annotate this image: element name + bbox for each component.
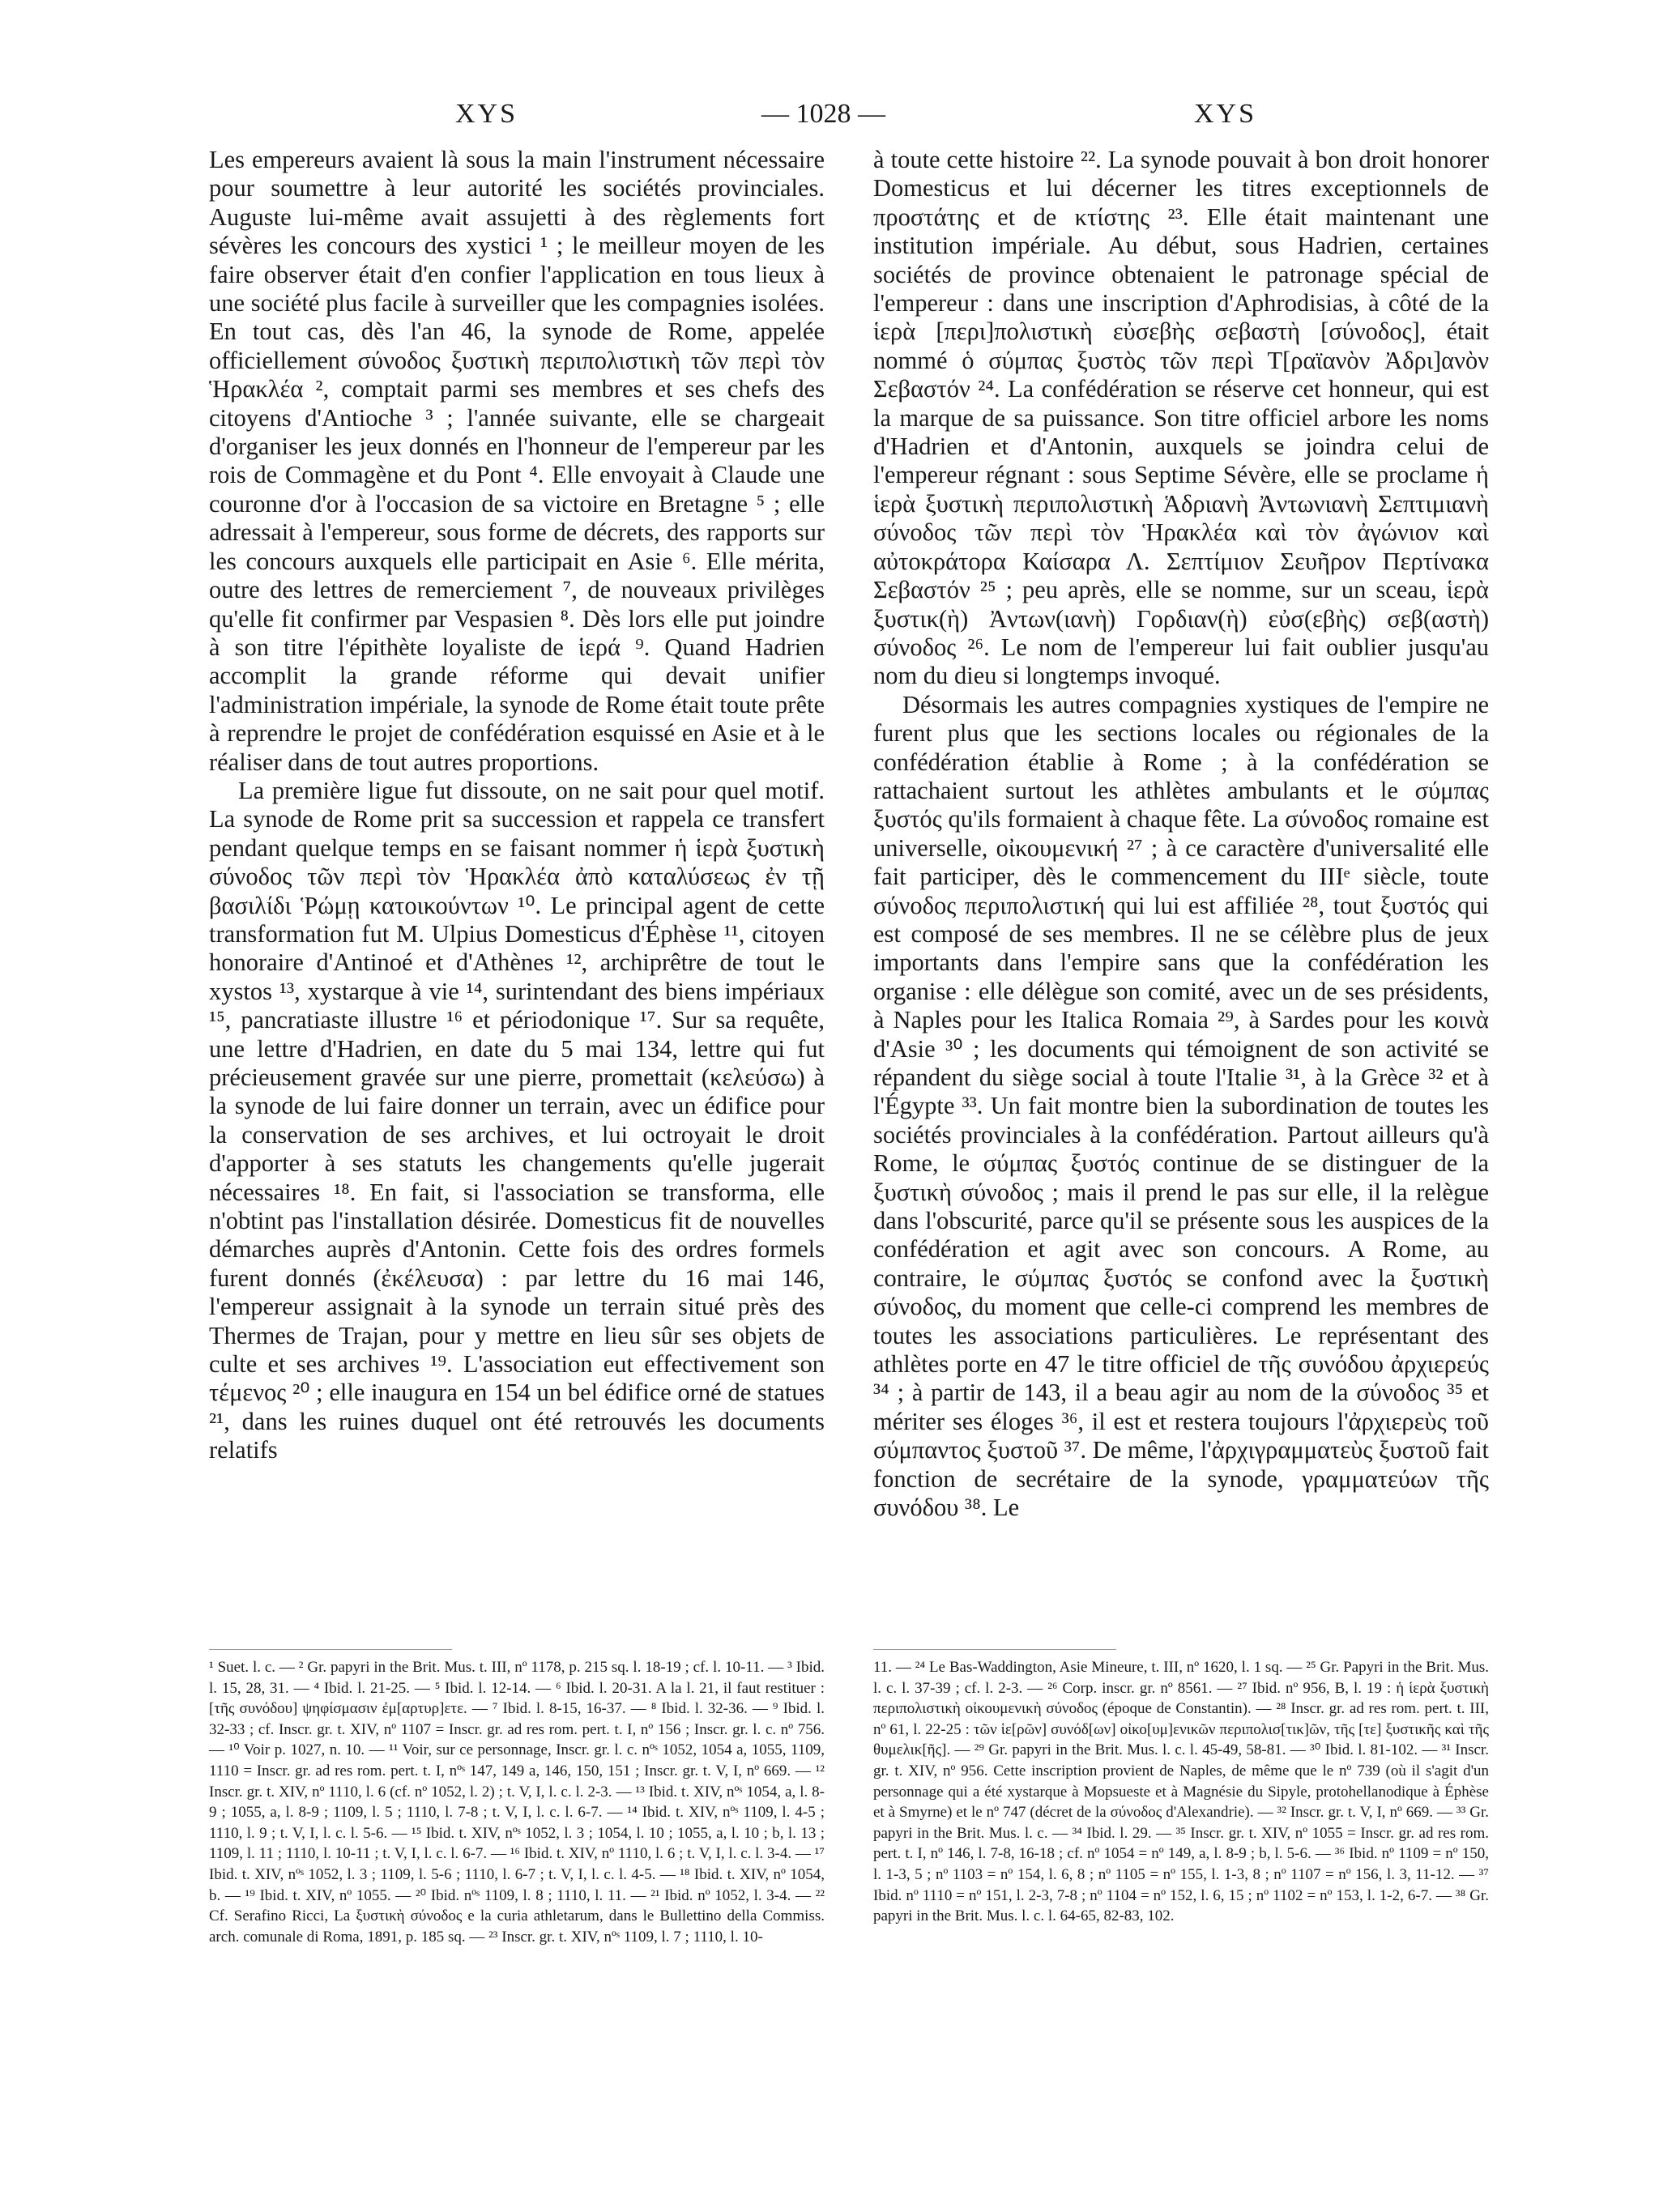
body-column-right <box>873 146 1489 1523</box>
footnotes-column-right <box>873 1657 1489 1927</box>
body-column-left <box>209 146 825 1465</box>
footnotes-column-left <box>209 1657 825 1947</box>
footnote-rule-left <box>209 1649 452 1650</box>
running-head-left: XYS <box>455 99 518 129</box>
body-paragraph: Les empereurs avaient là sous la main l'instrument nécessaire pour soumettre à leur autorité les sociétés provinciales. Auguste lui-même avait assujetti à des règlements fort sévères les concours des xystici ¹ ; le meilleur moyen de les faire observer était d'en confier l'application en tous lieux à une société plus facile à surveiller que les compagnies isolées. En tout cas, dès l'an 46, la synode de Rome, appelée officiellement σύνοδος ξυστικὴ περιπολιστικὴ τῶν περὶ τὸν Ἡρακλέα ², comptait parmi ses membres et ses chefs des citoyens d'Antioche ³ ; l'année suivante, elle se chargeait d'organiser les jeux donnés en l'honneur de l'empereur par les rois de Commagène et du Pont ⁴. Elle envoyait à Claude une couronne d'or à l'occasion de sa victoire en Bretagne ⁵ ; elle adressait à l'empereur, sous forme de décrets, des rapports sur les concours auxquels elle participait en Asie ⁶. Elle mérita, outre des lettres de remerciement ⁷, de nouveaux privilèges qu'elle fit confirmer par Vespasien ⁸. Dès lors elle put joindre à son titre l'épithète loyaliste de ἱερά ⁹. Quand Hadrien accomplit la grande réforme qui devait unifier l'administration impériale, la synode de Rome était toute prête à reprendre le projet de confédération esquissé en Asie et à le réaliser dans de tout autres proportions. <box>209 146 825 776</box>
footnotes-text: ¹ Suet. l. c. — ² Gr. papyri in the Brit. Mus. t. III, nº 1178, p. 215 sq. l. 18-19 ; cf. l. 10-11. — ³ Ibid. l. 15, 28, 31. — ⁴ Ibid. l. 21-25. — ⁵ Ibid. l. 12-14. — ⁶ Ibid. l. 20-31. A la l. 21, il faut restituer : [τῆς συνόδου] ψηφίσμασιν ἐμ[αρτυρ]ετε. — ⁷ Ibid. l. 8-15, 16-37. — ⁸ Ibid. l. 32-36. — ⁹ Ibid. l. 32-33 ; cf. Inscr. gr. t. XIV, nº 1107 = Inscr. gr. ad res rom. pert. t. I, nº 156 ; Inscr. gr. l. c. nº 756. — ¹⁰ Voir p. 1027, n. 10. — ¹¹ Voir, sur ce personnage, Inscr. gr. l. c. nºˢ 1052, 1054 a, 1055, 1109, 1110 = Inscr. gr. ad res rom. pert. t. I, nºˢ 147, 149 a, 146, 150, 151 ; Inscr. gr. t. V, I, nº 669. — ¹² Inscr. gr. t. XIV, nº 1110, l. 6 (cf. nº 1052, l. 2) ; t. V, I, l. c. l. 2-3. — ¹³ Ibid. t. XIV, nºˢ 1054, a, l. 8-9 ; 1055, a, l. 8-9 ; 1109, l. 5 ; 1110, l. 7-8 ; t. V, I, l. c. l. 6-7. — ¹⁴ Ibid. t. XIV, nºˢ 1109, l. 4-5 ; 1110, l. 9 ; t. V, I, l. c. l. 5-6. — ¹⁵ Ibid. t. XIV, nºˢ 1052, l. 3 ; 1054, l. 10 ; 1055, a, l. 10 ; b, l. 13 ; 1109, l. 11 ; 1110, l. 10-11 ; t. V, I, l. c. l. 6-7. — ¹⁶ Ibid. t. XIV, nº 1110, l. 6 ; t. V, I, l. c. l. 3-4. — ¹⁷ Ibid. t. XIV, nºˢ 1052, l. 3 ; 1109, l. 5-6 ; 1110, l. 6-7 ; t. V, I, l. c. l. 4-5. — ¹⁸ Ibid. t. XIV, nº 1054, b. — ¹⁹ Ibid. t. XIV, nº 1055. — ²⁰ Ibid. nºˢ 1109, l. 8 ; 1110, l. 11. — ²¹ Ibid. nº 1052, l. 3-4. — ²² Cf. Serafino Ricci, La ξυστικὴ σύνοδος e la curia athletarum, dans le Bullettino della Commiss. arch. comunale di Roma, 1891, p. 185 sq. — ²³ Inscr. gr. t. XIV, nºˢ 1109, l. 7 ; 1110, l. 10- <box>209 1659 825 1946</box>
running-head-right: XYS <box>1194 99 1257 129</box>
body-paragraph: Désormais les autres compagnies xystiques de l'empire ne furent plus que les sections locales ou régionales de la confédération établie à Rome ; à la confédération se rattachaient surtout les athlètes ambulants et le σύμπας ξυστός qu'ils formaient à chaque fête. La σύνοδος romaine est universelle, οἰκουμενική ²⁷ ; à ce caractère d'universalité elle fait participer, dès le commencement du IIIᵉ siècle, toute σύνοδος περιπολιστική qui lui est affiliée ²⁸, tout ξυστός qui est composé de ses membres. Il ne se célèbre plus de jeux importants dans l'empire sans que la confédération les organise : elle délègue son comité, avec un de ses présidents, à Naples pour les Italica Romaia ²⁹, à Sardes pour les κοινὰ d'Asie ³⁰ ; les documents qui témoignent de son activité se répandent du siège social à toute l'Italie ³¹, à la Grèce ³² et à l'Égypte ³³. Un fait montre bien la subordination de toutes les sociétés provinciales à la confédération. Partout ailleurs qu'à Rome, le σύμπας ξυστός continue de se distinguer de la ξυστικὴ σύνοδος ; mais il prend le pas sur elle, il la relègue dans l'obscurité, parce qu'il se présente sous les auspices de la confédération et agit avec son concours. A Rome, au contraire, le σύμπας ξυστός se confond avec la ξυστικὴ σύνοδος, du moment que celle-ci comprend les membres de toutes les associations particulières. Le représentant des athlètes porte en 47 le titre officiel de τῆς συνόδου ἀρχιερεύς ³⁴ ; à partir de 143, il a beau agir au nom de la σύνοδος ³⁵ et mériter ses éloges ³⁶, il est et restera toujours l'ἀρχιερεὺς τοῦ σύμπαντος ξυστοῦ ³⁷. De même, l'ἀρχιγραμματεὺς ξυστοῦ fait fonction de secrétaire de la synode, γραμματεύων τῆς συνόδου ³⁸. Le <box>873 690 1489 1522</box>
footnotes-text: 11. — ²⁴ Le Bas-Waddington, Asie Mineure, t. III, nº 1620, l. 1 sq. — ²⁵ Gr. Papyri in the Brit. Mus. l. c. l. 37-39 ; cf. l. 2-3. — ²⁶ Corp. inscr. gr. nº 8561. — ²⁷ Ibid. nº 956, B, l. 19 : ἡ ἱερὰ ξυστικὴ περιπολιστικὴ οἰκουμενικὴ σύνοδος (époque de Constantin). — ²⁸ Inscr. gr. ad res rom. pert. t. III, nº 61, l. 22-25 : τῶν ἱε[ρῶν] συνόδ[ων] οἰκο[υμ]ενικῶν περιπολισ[τικ]ῶν, τῆς [τε] ξυστικῆς καὶ τῆς θυμελικ[ῆς]. — ²⁹ Gr. papyri in the Brit. Mus. l. c. l. 45-49, 58-81. — ³⁰ Ibid. l. 81-102. — ³¹ Inscr. gr. t. XIV, nº 956. Cette inscription provient de Naples, de même que le nº 739 (où il s'agit d'un personnage qui a été xystarque à Mopsueste et à Magnésie du Sipyle, protohellanodique à Éphèse et à Smyrne) et le nº 747 (décret de la σύνοδος d'Alexandrie). — ³² Inscr. gr. t. V, I, nº 669. — ³³ Gr. papyri in the Brit. Mus. l. c. — ³⁴ Ibid. l. 29. — ³⁵ Inscr. gr. t. XIV, nº 1055 = Inscr. gr. ad res rom. pert. t. I, nº 146, l. 7-8, 16-18 ; cf. nº 1054 = nº 149, a, l. 8-9 ; b, l. 5-6. — ³⁶ Ibid. nº 1109 = nº 150, l. 1-3, 5 ; nº 1103 = nº 154, l. 6, 8 ; nº 1105 = nº 155, l. 1-3, 8 ; nº 1107 = nº 156, l. 3, 11-12. — ³⁷ Ibid. nº 1110 = nº 151, l. 2-3, 7-8 ; nº 1104 = nº 152, l. 6, 15 ; nº 1102 = nº 153, l. 1-2, 6-7. — ³⁸ Gr. papyri in the Brit. Mus. l. c. l. 64-65, 82-83, 102. <box>873 1659 1489 1925</box>
body-paragraph: La première ligue fut dissoute, on ne sait pour quel motif. La synode de Rome prit sa succession et rappela ce transfert pendant quelque temps en se faisant nommer ἡ ἱερὰ ξυστικὴ σύνοδος τῶν περὶ τὸν Ἡρακλέα ἀπὸ καταλύσεως ἐν τῇ βασιλίδι Ῥώμῃ κατοικούντων ¹⁰. Le principal agent de cette transformation fut M. Ulpius Domesticus d'Éphèse ¹¹, citoyen honoraire d'Antinoé et d'Athènes ¹², archiprêtre de tout le xystos ¹³, xystarque à vie ¹⁴, surintendant des biens impériaux ¹⁵, pancratiaste illustre ¹⁶ et périodonique ¹⁷. Sur sa requête, une lettre d'Hadrien, en date du 5 mai 134, lettre qui fut précieusement gravée sur une pierre, promettait (κελεύσω) à la synode de lui faire donner un terrain, avec un édifice pour la conservation de ses archives, et lui octroyait le droit d'apporter à ses statuts les changements qu'elle jugerait nécessaires ¹⁸. En fait, si l'association se transforma, elle n'obtint pas l'installation désirée. Domesticus fit de nouvelles démarches auprès d'Antonin. Cette fois des ordres formels furent donnés (ἐκέλευσα) : par lettre du 16 mai 146, l'empereur assignait à la synode un terrain situé près des Thermes de Trajan, pour y mettre en lieu sûr ses objets de culte et ses archives ¹⁹. L'association eut effectivement son τέμενος ²⁰ ; elle inaugura en 154 un bel édifice orné de statues ²¹, dans les ruines duquel ont été retrouvés les documents relatifs <box>209 776 825 1464</box>
page-number: — 1028 — <box>761 99 885 129</box>
body-paragraph: à toute cette histoire ²². La synode pouvait à bon droit honorer Domesticus et lui décerner les titres exceptionnels de προστάτης et de κτίστης ²³. Elle était maintenant une institution impériale. Au début, sous Hadrien, certaines sociétés de province obtenaient le patronage spécial de l'empereur : dans une inscription d'Aphrodisias, à côté de la ἱερὰ [περι]πολιστικὴ εὐσεβὴς σεβαστὴ [σύνοδος], était nommé ὁ σύμπας ξυστὸς τῶν περὶ Τ[ραϊανὸν Ἀδρι]ανὸν Σεβαστόν ²⁴. La confédération se réserve cet honneur, qui est la marque de sa puissance. Son titre officiel arbore les noms d'Hadrien et d'Antonin, auxquels se joindra celui de l'empereur régnant : sous Septime Sévère, elle se proclame ἡ ἱερὰ ξυστικὴ περιπολιστικὴ Ἁδριανὴ Ἀντωνιανὴ Σεπτιμιανὴ σύνοδος τῶν περὶ τὸν Ἡρακλέα καὶ τὸν ἀγώνιον καὶ αὐτοκράτορα Καίσαρα Λ. Σεπτίμιον Σευῆρον Περτίνακα Σεβαστόν ²⁵ ; peu après, elle se nomme, sur un sceau, ἱερὰ ξυστικ(ὴ) Ἀντων(ιανὴ) Γορδιαν(ὴ) εὐσ(εβὴς) σεβ(αστὴ) σύνοδος ²⁶. Le nom de l'empereur lui fait oublier jusqu'au nom du dieu si longtemps invoqué. <box>873 146 1489 690</box>
footnote-rule-right <box>873 1649 1116 1650</box>
